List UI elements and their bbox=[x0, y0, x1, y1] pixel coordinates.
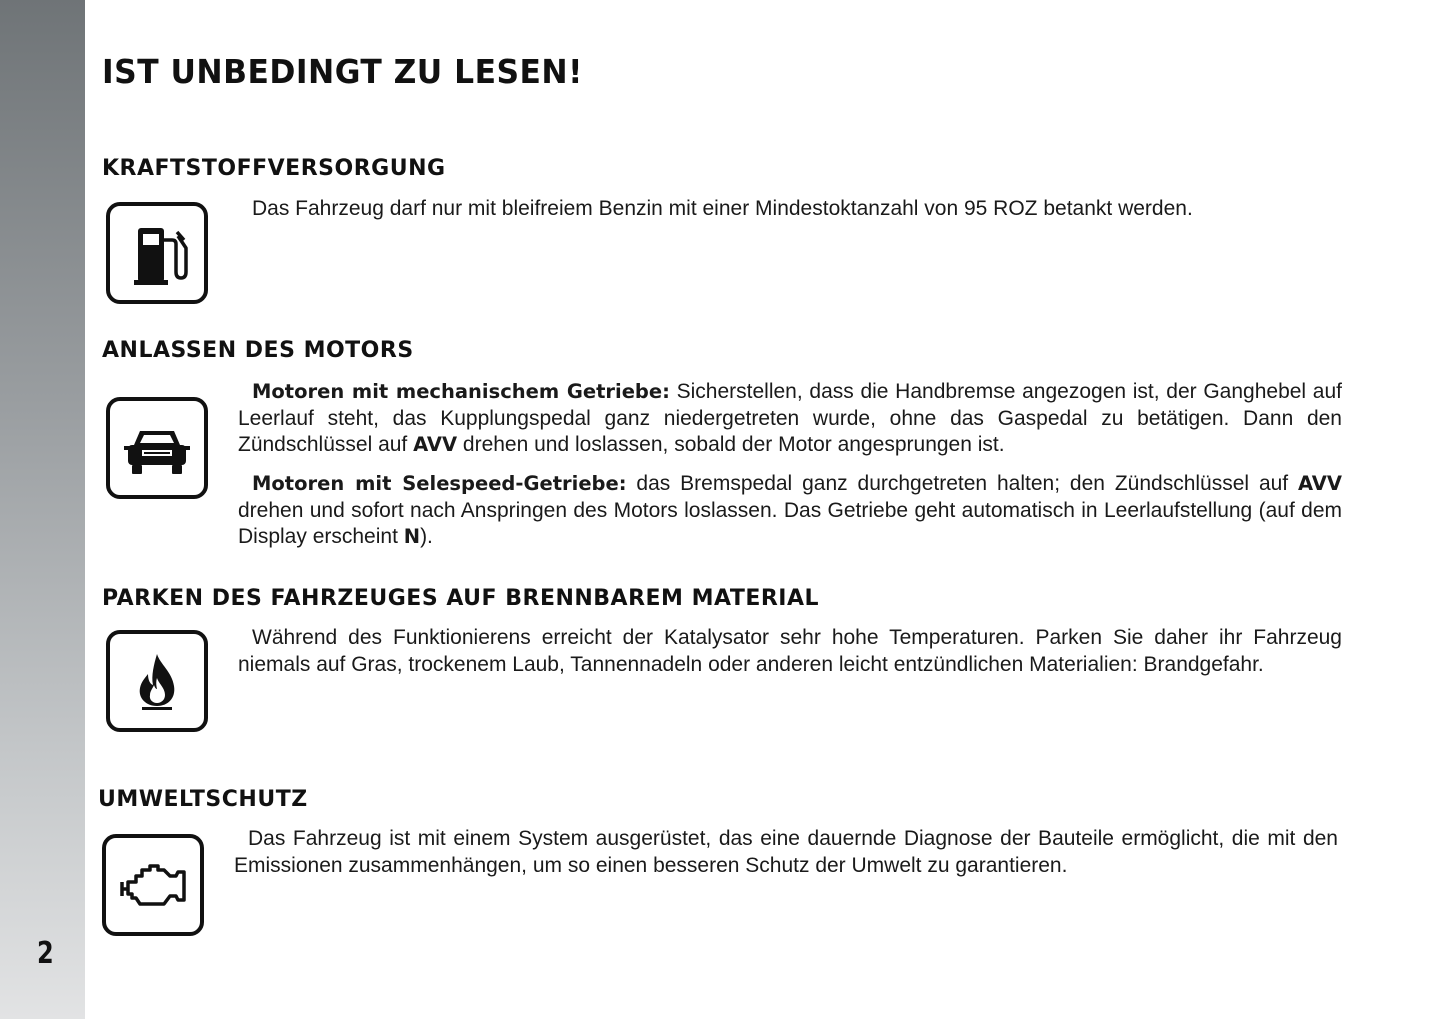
page-title: IST UNBEDINGT ZU LESEN! bbox=[102, 52, 583, 91]
section-heading-engine-start: ANLASSEN DES MOTORS bbox=[102, 338, 414, 363]
flame-icon bbox=[110, 634, 204, 728]
side-strip bbox=[0, 0, 85, 1019]
car-icon-box bbox=[106, 397, 208, 499]
page-number: 2 bbox=[37, 936, 54, 971]
parking-paragraph: Während des Funktionierens erreicht der Katalysator sehr hohe Temperaturen. Parken Sie daher ihr Fahrzeug niemals auf Gras, trockenem Laub, Tannennadeln oder anderen leicht entzündlichen Materialien: Brandgefahr. bbox=[238, 626, 1342, 676]
fuel-pump-icon bbox=[110, 206, 204, 300]
fuel-paragraph: Das Fahrzeug darf nur mit bleifreiem Benzin mit einer Mindestoktanzahl von 95 ROZ betankt werden. bbox=[252, 197, 1193, 220]
environment-paragraph: Das Fahrzeug ist mit einem System ausgerüstet, das eine dauernde Diagnose der Bauteile ermöglicht, die mit den Emissionen zusammenhängen, um so einen besseren Schutz der Umwelt zu garantieren. bbox=[234, 827, 1338, 877]
fuel-icon-box bbox=[106, 202, 208, 304]
car-front-icon bbox=[110, 401, 204, 495]
engine-manual-paragraph: Motoren mit mechanischem Getriebe: Sicherstellen, dass die Handbremse angezogen ist, der Ganghebel auf Leerlauf steht, das Kupplungspedal ganz niedergetreten wurde, ohne das Gaspedal zu betätigen. Dann den Zündschlüssel auf AVV drehen und loslassen, sobald der Motor angesprungen ist. bbox=[238, 380, 1342, 456]
engine-selespeed-paragraph: Motoren mit Selespeed-Getriebe: das Bremspedal ganz durchgetreten halten; den Zündschlüssel auf AVV drehen und sofort nach Anspringen des Motors loslassen. Das Getriebe geht automatisch in Leerlaufstellung (auf dem Display erscheint N). bbox=[238, 472, 1342, 548]
engine-check-icon bbox=[106, 838, 200, 932]
flame-icon-box bbox=[106, 630, 208, 732]
engine-icon-box bbox=[102, 834, 204, 936]
section-heading-parking: PARKEN DES FAHRZEUGES AUF BRENNBAREM MATERIAL bbox=[102, 586, 820, 611]
section-heading-environment: UMWELTSCHUTZ bbox=[98, 787, 308, 812]
section-heading-fuel: KRAFTSTOFFVERSORGUNG bbox=[102, 156, 446, 181]
